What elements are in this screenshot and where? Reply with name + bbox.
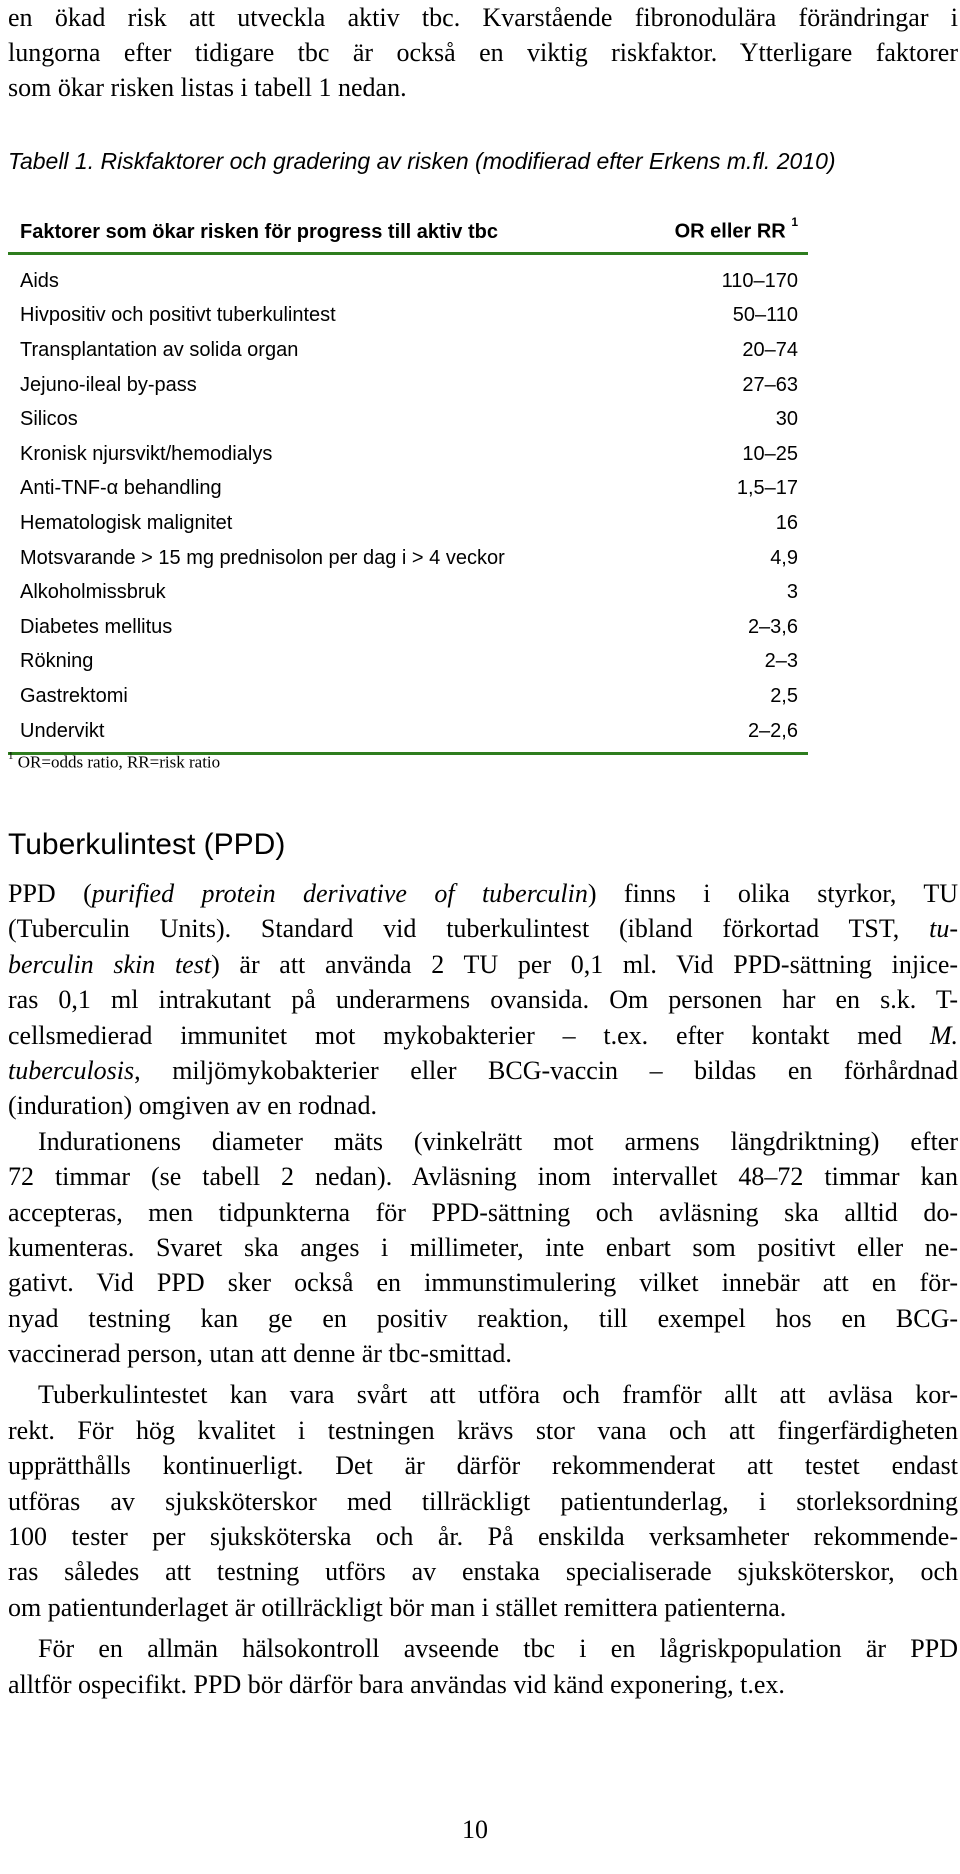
body-line: 72 timmar (se tabell 2 nedan). Avläsning inom intervallet 48–72 timmar kan xyxy=(8,1162,958,1192)
row-factor: Silicos xyxy=(20,408,78,431)
body-line: om patientunderlaget är otillräckligt bör man i stället remittera patienterna. xyxy=(8,1592,787,1622)
row-factor: Anti-TNF-α behandling xyxy=(20,477,222,500)
table-row xyxy=(8,506,808,541)
body-text xyxy=(8,876,958,1702)
footnote-text: OR=odds ratio, RR=risk ratio xyxy=(17,752,221,772)
body-line: 100 tester per sjuksköterska och år. På enskilda verksamheter rekommende- xyxy=(8,1522,958,1552)
table-row xyxy=(8,333,808,368)
table-header xyxy=(8,215,808,255)
row-factor: Gastrektomi xyxy=(20,684,128,707)
table-row xyxy=(8,679,808,714)
intro-paragraph xyxy=(8,0,958,105)
body-line: PPD (purified protein derivative of tuberculin) finns i olika styrkor, TU xyxy=(8,879,958,908)
table-row xyxy=(8,541,808,576)
page-number: 10 xyxy=(462,1815,488,1844)
row-factor: Alkoholmissbruk xyxy=(20,581,166,604)
body-line: Indurationens diameter mäts (vinkelrätt mot armens längdriktning) efter xyxy=(38,1126,958,1156)
body-line: utföras av sjuksköterskor med tillräckligt patientunderlag, i storleksordning xyxy=(8,1486,958,1516)
row-value: 27–63 xyxy=(742,373,798,396)
row-value: 3 xyxy=(786,581,798,604)
table-row xyxy=(8,472,808,507)
row-value: 2–3,6 xyxy=(747,615,798,638)
row-factor: Transplantation av solida organ xyxy=(20,338,299,361)
body-line: gativt. Vid PPD sker också en immunstimulering vilket innebär att en för- xyxy=(8,1268,958,1298)
body-line: accepteras, men tidpunkterna för PPD-sättning och avläsning ska alltid do- xyxy=(8,1197,958,1227)
table-row xyxy=(8,368,808,403)
row-factor: Jejuno-ileal by-pass xyxy=(20,373,197,396)
risk-factor-table xyxy=(8,215,808,755)
row-value: 16 xyxy=(775,511,798,534)
header-footnote-mark: 1 xyxy=(791,215,798,230)
paragraph-induration xyxy=(8,1124,958,1372)
body-line: kumenteras. Svaret ska anges i millimeter, inte enbart som positivt eller ne- xyxy=(8,1232,958,1262)
row-factor: Hivpositiv och positivt tuberkulintest xyxy=(20,304,336,327)
body-line: vaccinerad person, utan att denne är tbc-smittad. xyxy=(8,1339,512,1369)
body-line: rekt. För hög kvalitet i testningen krävs stor vana och att fingerfärdigheten xyxy=(8,1415,958,1445)
row-value: 50–110 xyxy=(732,304,798,327)
body-line: För en allmän hälsokontroll avseende tbc i en lågriskpopulation är PPD xyxy=(38,1634,958,1664)
body-line: nyad testning kan ge en positiv reaktion, till exempel hos en BCG- xyxy=(8,1303,958,1333)
row-value: 2,5 xyxy=(770,684,798,707)
table-row xyxy=(8,575,808,610)
intro-line: som ökar risken listas i tabell 1 nedan. xyxy=(8,73,407,102)
row-factor: Motsvarande > 15 mg prednisolon per dag i > 4 veckor xyxy=(20,546,505,569)
table-row xyxy=(8,645,808,680)
body-line: (induration) omgiven av en rodnad. xyxy=(8,1091,377,1121)
table-caption: Tabell 1. Riskfaktorer och gradering av risken (modifierad efter Erkens m.fl. 2010) xyxy=(8,148,836,174)
table-row xyxy=(8,299,808,334)
row-value: 4,9 xyxy=(770,546,798,569)
row-value: 10–25 xyxy=(742,442,798,465)
row-factor: Rökning xyxy=(20,650,94,673)
body-line: alltför ospecifikt. PPD bör därför bara användas vid känd exponering, t.ex. xyxy=(8,1669,785,1699)
footnote-mark: 1 xyxy=(8,750,14,762)
body-line: ras således att testning utförs av enstaka specialiserade sjuksköterskor, och xyxy=(8,1557,958,1587)
table-body xyxy=(8,255,808,755)
paragraph-quality xyxy=(8,1377,958,1625)
row-value: 2–3 xyxy=(764,650,798,673)
header-factor: Faktorer som ökar risken för progress till aktiv tbc xyxy=(20,221,498,243)
row-value: 2–2,6 xyxy=(747,719,798,742)
row-value: 1,5–17 xyxy=(736,477,798,500)
row-value: 20–74 xyxy=(742,338,798,361)
body-line: ras 0,1 ml intrakutant på underarmens ovansida. Om personen har en s.k. T- xyxy=(8,985,958,1015)
row-factor: Diabetes mellitus xyxy=(20,615,173,638)
paragraph-health-check xyxy=(8,1631,958,1702)
row-factor: Hematologisk malignitet xyxy=(20,511,233,534)
table-row xyxy=(8,610,808,645)
table-row xyxy=(8,437,808,472)
body-line: upprätthålls kontinuerligt. Det är därför rekommenderat att testet endast xyxy=(8,1451,958,1481)
intro-line: lungorna efter tidigare tbc är också en viktig riskfaktor. Ytterligare faktorer xyxy=(8,38,958,67)
body-line: berculin skin test) är att använda 2 TU per 0,1 ml. Vid PPD-sättning injice- xyxy=(8,949,959,979)
table-row xyxy=(8,402,808,437)
row-value: 30 xyxy=(775,408,798,431)
row-factor: Kronisk njursvikt/hemodialys xyxy=(20,442,273,465)
body-line: (Tuberculin Units). Standard vid tuberkulintest (ibland förkortad TST, tu- xyxy=(8,914,958,944)
row-factor: Aids xyxy=(20,269,59,292)
table-row xyxy=(8,714,808,749)
body-line: tuberculosis, miljömykobakterier eller BCG-vaccin – bildas en förhårdnad xyxy=(8,1055,958,1085)
row-value: 110–170 xyxy=(721,269,798,292)
intro-line: en ökad risk att utveckla aktiv tbc. Kvarstående fibronodulära förändringar i xyxy=(8,3,958,32)
header-value: OR eller RR $^1$ xyxy=(674,215,798,243)
body-line: cellsmedierad immunitet mot mykobakterier – t.ex. efter kontakt med M. xyxy=(8,1020,958,1050)
table-footnote xyxy=(8,752,220,773)
table-row xyxy=(8,264,808,299)
row-factor: Undervikt xyxy=(20,719,105,742)
section-heading: Tuberkulintest (PPD) xyxy=(8,828,286,861)
body-line: Tuberkulintestet kan vara svårt att utföra och framför allt att avläsa kor- xyxy=(38,1380,958,1410)
